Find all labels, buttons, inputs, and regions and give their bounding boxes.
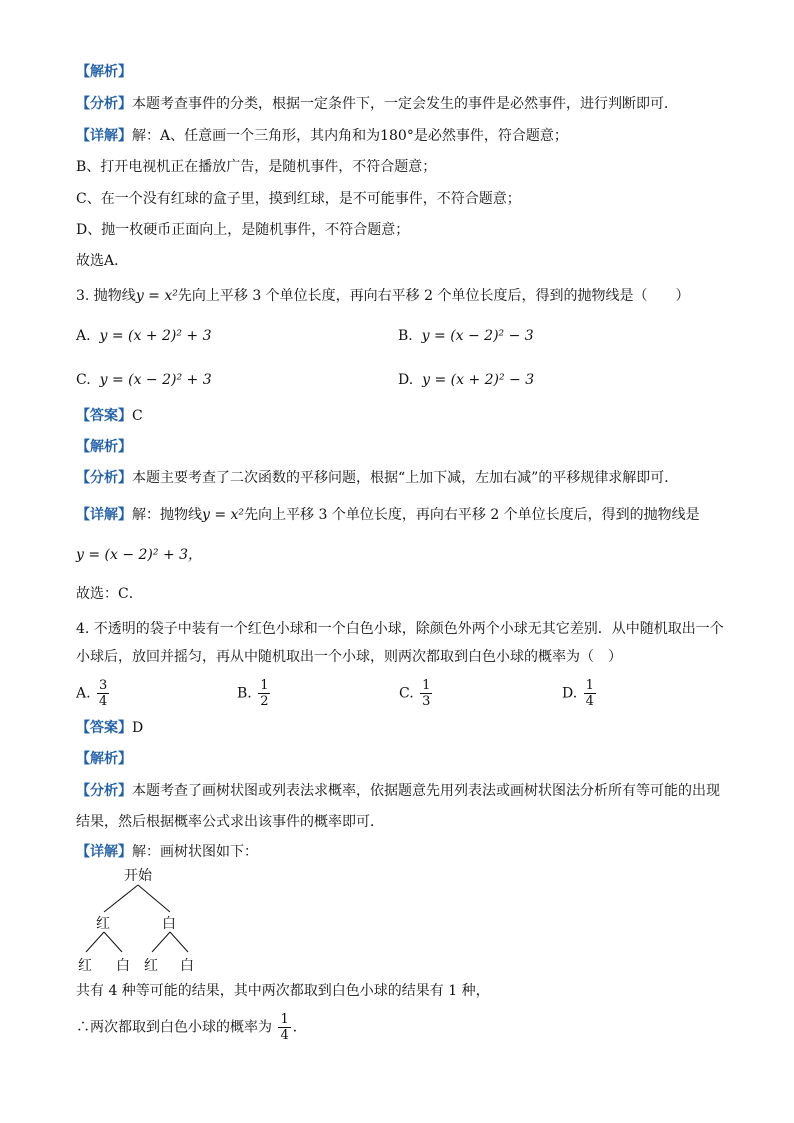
q3-stem-equation: y = x²	[135, 288, 178, 304]
q3-stem-prefix: 3. 抛物线	[76, 288, 136, 304]
q3-option-d-text: y = (x + 2)² − 3	[422, 372, 535, 388]
fenxi-tag: 【分析】	[76, 470, 132, 486]
numerator: 1	[585, 678, 594, 693]
fenxi-line-4a	[76, 781, 720, 801]
q4-answer-tag: 【答案】	[76, 720, 132, 736]
xiangjie-text: 解：A、任意画一个三角形，其内角和为180°是必然事件，符合题意；	[132, 128, 568, 144]
q4-option-b-fraction	[258, 678, 270, 709]
denominator: 4	[280, 1028, 289, 1043]
option-b-analysis: B、打开电视机正在播放广告，是随机事件，不符合题意；	[76, 159, 437, 175]
q3-option-c	[76, 370, 212, 390]
q3-result-equation: y = (x − 2)² + 3，	[76, 547, 203, 563]
tree-branch	[86, 932, 104, 952]
q3-option-a-label: A.	[76, 328, 91, 344]
q3-option-a	[76, 326, 212, 346]
xiangjie-line-4	[76, 842, 258, 862]
jiexi-heading-2: 【解析】	[76, 64, 132, 80]
tree-leaf: 白	[116, 958, 130, 974]
choice-line-2: 故选A．	[76, 253, 129, 269]
q4-answer-line	[76, 718, 143, 738]
q3-option-c-text: y = (x − 2)² + 3	[99, 372, 212, 388]
q3-option-b-label: B.	[398, 328, 413, 344]
xiangjie-equation: y = x²	[202, 507, 245, 523]
tree-level1-right: 白	[162, 916, 176, 932]
xiangjie-tag: 【详解】	[76, 128, 132, 144]
q4-count-line: 共有 4 种等可能的结果，其中两次都取到白色小球的结果有 1 种，	[76, 983, 490, 999]
q4-conclusion-line	[76, 1012, 307, 1043]
q4-option-d	[562, 678, 598, 709]
question-4-stem-line-2: 小球后，放回并摇匀，再从中随机取出一个小球，则两次都取到白色小球的概率为（ ）	[76, 649, 622, 665]
tree-leaf: 红	[78, 958, 92, 974]
tree-root-label: 开始	[124, 868, 152, 884]
xiangjie-text: 解：画树状图如下：	[132, 844, 258, 860]
q4-answer-value: D	[132, 720, 144, 736]
conclusion-prefix: ∴两次都取到白色小球的概率为	[76, 1019, 272, 1036]
denominator: 4	[99, 694, 108, 709]
xiangjie-tag: 【详解】	[76, 844, 132, 860]
q4-option-a-label: A.	[76, 685, 91, 702]
q3-answer-value: C	[132, 408, 143, 424]
tree-branch	[104, 885, 138, 912]
denominator: 3	[422, 694, 431, 709]
q3-option-d-label: D.	[398, 372, 414, 388]
xiangjie-line-2	[76, 126, 568, 146]
fenxi-line-3	[76, 468, 678, 488]
q4-option-d-fraction	[584, 678, 596, 709]
fenxi-tag: 【分析】	[76, 96, 132, 112]
option-d-analysis: D、抛一枚硬币正面向上，是随机事件，不符合题意；	[76, 222, 410, 238]
q4-option-c-fraction	[420, 678, 432, 709]
q3-option-a-text: y = (x + 2)² + 3	[99, 328, 212, 344]
denominator: 2	[260, 694, 269, 709]
xiangjie-prefix: 解：抛物线	[132, 507, 202, 523]
q4-option-a-fraction	[97, 678, 109, 709]
option-c-analysis: C、在一个没有红球的盒子里，摸到红球，是不可能事件，不符合题意；	[76, 191, 521, 207]
fenxi-text-1: 本题考查了画树状图或列表法求概率，依据题意先用列表法或画树状图法分析所有等可能的出现	[132, 783, 720, 799]
q4-option-b	[237, 678, 272, 709]
q3-stem-suffix: 先向上平移 3 个单位长度，再向右平移 2 个单位长度后，得到的抛物线是（ ）	[177, 288, 690, 304]
q3-option-b-text: y = (x − 2)² − 3	[421, 328, 534, 344]
xiangjie-line-3	[76, 505, 700, 525]
fenxi-tag: 【分析】	[76, 783, 132, 799]
fenxi-line-4b: 结果，然后根据概率公式求出该事件的概率即可．	[76, 814, 384, 830]
xiangjie-tag: 【详解】	[76, 507, 132, 523]
tree-level1-left: 红	[96, 916, 110, 932]
conclusion-suffix: ．	[292, 1019, 307, 1036]
tree-branch	[170, 932, 188, 952]
xiangjie-suffix: 先向上平移 3 个单位长度，再向右平移 2 个单位长度后，得到的抛物线是	[244, 507, 700, 523]
q3-choice-line: 故选：C．	[76, 586, 143, 602]
numerator: 1	[260, 678, 269, 693]
numerator: 1	[280, 1012, 289, 1027]
q4-option-d-label: D.	[562, 685, 578, 702]
jiexi-heading-4: 【解析】	[76, 751, 132, 767]
tree-branch	[152, 932, 170, 952]
numerator: 3	[99, 678, 108, 693]
tree-leaf: 白	[180, 958, 194, 974]
denominator: 4	[585, 694, 594, 709]
q4-option-c-label: C.	[399, 685, 414, 702]
question-3-stem	[76, 286, 690, 306]
q3-option-c-label: C.	[76, 372, 91, 388]
tree-branch	[138, 885, 170, 912]
jiexi-heading-3: 【解析】	[76, 439, 132, 455]
tree-branch	[104, 932, 122, 952]
q3-option-b	[398, 326, 534, 346]
fenxi-text: 本题主要考查了二次函数的平移问题，根据“上加下减，左加右减”的平移规律求解即可．	[132, 470, 679, 486]
question-4-stem-line-1: 4. 不透明的袋子中装有一个红色小球和一个白色小球，除颜色外两个小球无其它差别．从中随机取出一个	[76, 621, 724, 637]
q4-option-a	[76, 678, 111, 709]
fenxi-text: 本题考查事件的分类，根据一定条件下，一定会发生的事件是必然事件，进行判断即可．	[132, 96, 678, 112]
q4-option-b-label: B.	[237, 685, 252, 702]
q3-answer-line	[76, 406, 143, 426]
probability-tree-diagram	[76, 864, 206, 974]
q3-option-d	[398, 370, 534, 390]
q4-option-c	[399, 678, 434, 709]
tree-leaf: 红	[144, 958, 158, 974]
q3-answer-tag: 【答案】	[76, 408, 132, 424]
fenxi-line-2	[76, 94, 678, 114]
numerator: 1	[422, 678, 431, 693]
conclusion-fraction	[278, 1012, 290, 1043]
